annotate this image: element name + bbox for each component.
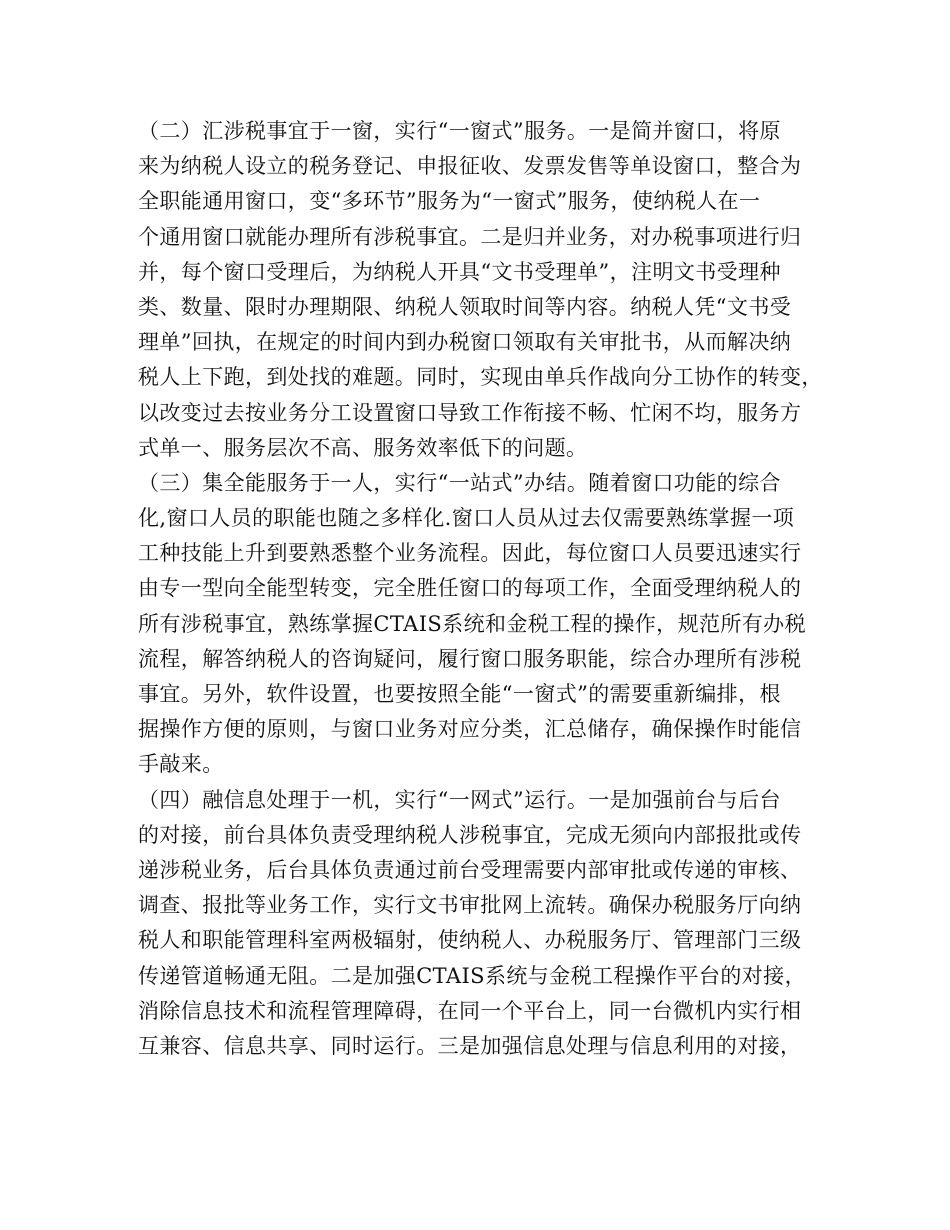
document-body <box>138 114 823 1064</box>
text-line: 以改变过去按业务分工设置窗口导致工作衔接不畅、忙闲不均，服务方 <box>138 400 802 425</box>
text-line: 化,窗口人员的职能也随之多样化.窗口人员从过去仅需要熟练掌握一项 <box>138 506 795 531</box>
text-line: 类、数量、限时办理期限、纳税人领取时间等内容。纳税人凭“文书受 <box>138 294 792 319</box>
text-line: 个通用窗口就能办理所有涉税事宜。二是归并业务，对办税事项进行归 <box>138 224 802 249</box>
text-line: 全职能通用窗口，变“多环节”服务为“一窗式”服务，使纳税人在一 <box>138 189 761 214</box>
text-line: 理单”回执，在规定的时间内到办税窗口领取有关审批书，从而解决纳 <box>138 330 792 355</box>
text-line: 并，每个窗口受理后，为纳税人开具“文书受理单”，注明文书受理种 <box>138 259 781 284</box>
text-line: 消除信息技术和流程管理障碍，在同一个平台上，同一台微机内实行相 <box>138 998 802 1023</box>
text-line: 递涉税业务，后台具体负责通过前台受理需要内部审批或传递的审核、 <box>138 857 802 882</box>
text-line: 税人和职能管理科室两极辐射，使纳税人、办税服务厅、管理部门三级 <box>138 928 802 953</box>
text-line: （三）集全能服务于一人，实行“一站式”办结。随着窗口功能的综合 <box>138 470 781 495</box>
text-line: 传递管道畅通无阻。二是加强CTAIS系统与金税工程操作平台的对接， <box>138 963 806 988</box>
text-line: 手敲来。 <box>138 752 224 777</box>
text-line: 税人上下跑，到处找的难题。同时，实现由单兵作战向分工协作的转变， <box>138 365 823 390</box>
text-line: 据操作方便的原则，与窗口业务对应分类，汇总储存，确保操作时能信 <box>138 717 802 742</box>
text-line: 事宜。另外，软件设置，也要按照全能“一窗式”的需要重新编排，根 <box>138 682 781 706</box>
text-line: 调查、报批等业务工作，实行文书审批网上流转。确保办税服务厅向纳 <box>138 893 802 918</box>
text-line: （二）汇涉税事宜于一窗，实行“一窗式”服务。一是简并窗口，将原 <box>138 119 781 143</box>
text-line: 来为纳税人设立的税务登记、申报征收、发票发售等单设窗口，整合为 <box>138 154 802 179</box>
text-line: 式单一、服务层次不高、服务效率低下的问题。 <box>138 435 588 460</box>
text-line: 的对接，前台具体负责受理纳税人涉税事宜，完成无须向内部报批或传 <box>138 822 802 847</box>
text-line: 工种技能上升到要熟悉整个业务流程。因此，每位窗口人员要迅速实行 <box>138 541 802 566</box>
text-line: 流程，解答纳税人的咨询疑问，履行窗口服务职能，综合办理所有涉税 <box>138 646 802 671</box>
text-line: 互兼容、信息共享、同时运行。三是加强信息处理与信息利用的对接， <box>138 1033 802 1058</box>
text-line: （四）融信息处理于一机，实行“一网式”运行。一是加强前台与后台 <box>138 787 781 812</box>
text-line: 由专一型向全能型转变，完全胜任窗口的每项工作，全面受理纳税人的 <box>138 576 802 601</box>
text-line: 所有涉税事宜，熟练掌握CTAIS系统和金税工程的操作，规范所有办税 <box>138 611 806 636</box>
